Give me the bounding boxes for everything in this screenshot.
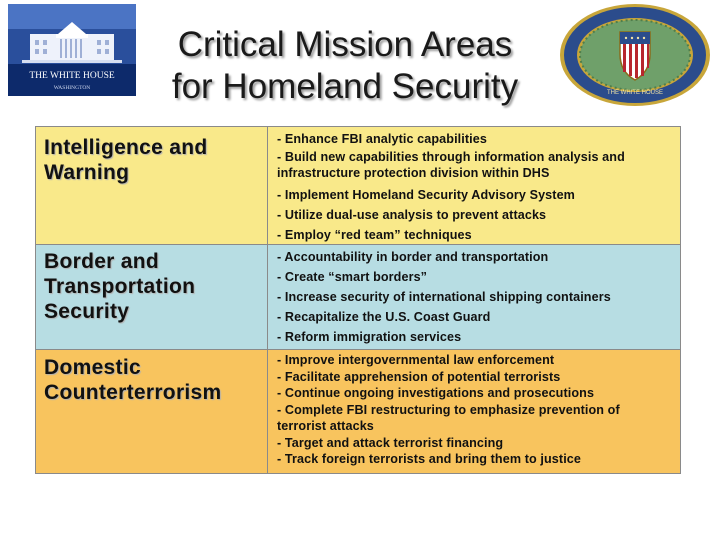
- list-item: - Facilitate apprehension of potential terrorists: [277, 369, 561, 384]
- list-item: - Build new capabilities through information analysis and infrastructure protection division within DHS: [277, 150, 625, 180]
- list-item: - Target and attack terrorist financing: [277, 435, 504, 450]
- list-item: - Utilize dual-use analysis to prevent attacks: [277, 208, 547, 222]
- seal-sublabel: THE WHITE HOUSE: [606, 90, 664, 96]
- list-item: - Implement Homeland Security Advisory System: [277, 188, 575, 202]
- list-item: - Improve intergovernmental law enforcement: [277, 353, 555, 367]
- table-row: [35, 244, 681, 350]
- list-item: - Employ “red team” techniques: [277, 228, 472, 242]
- row-items: [268, 350, 680, 473]
- row-items: [268, 127, 680, 244]
- row-heading: Intelligence and Warning: [36, 127, 268, 244]
- slide-title-line2: for Homeland Security: [171, 67, 519, 106]
- list-item: - Recapitalize the U.S. Coast Guard: [277, 310, 491, 324]
- white-house-logo-label: THE WHITE HOUSE: [29, 71, 115, 81]
- list-item: - Continue ongoing investigations and prosecutions: [277, 386, 595, 400]
- table-row: [35, 126, 681, 245]
- list-item: - Accountability in border and transportation: [277, 250, 549, 264]
- row-heading: Border and Transportation Security: [36, 245, 268, 349]
- list-item: - Reform immigration services: [277, 330, 462, 344]
- list-item: - Increase security of international shipping containers: [277, 290, 611, 304]
- slide-title-line1: Critical Mission Areas: [177, 25, 513, 64]
- white-house-logo: [8, 4, 136, 96]
- list-item: - Create “smart borders”: [277, 270, 428, 284]
- row-items: [268, 245, 680, 349]
- white-house-logo-sublabel: WASHINGTON: [53, 85, 91, 91]
- row-heading: Domestic Counterterrorism: [36, 350, 268, 473]
- table-row: [35, 349, 681, 474]
- mission-areas-table: [35, 126, 681, 474]
- list-item: - Enhance FBI analytic capabilities: [277, 132, 487, 146]
- slide-title: [140, 24, 550, 108]
- list-item: - Complete FBI restructuring to emphasize prevention of terrorist attacks: [277, 402, 620, 433]
- homeland-security-seal: [558, 2, 712, 108]
- list-item: - Track foreign terrorists and bring them to justice: [277, 452, 582, 466]
